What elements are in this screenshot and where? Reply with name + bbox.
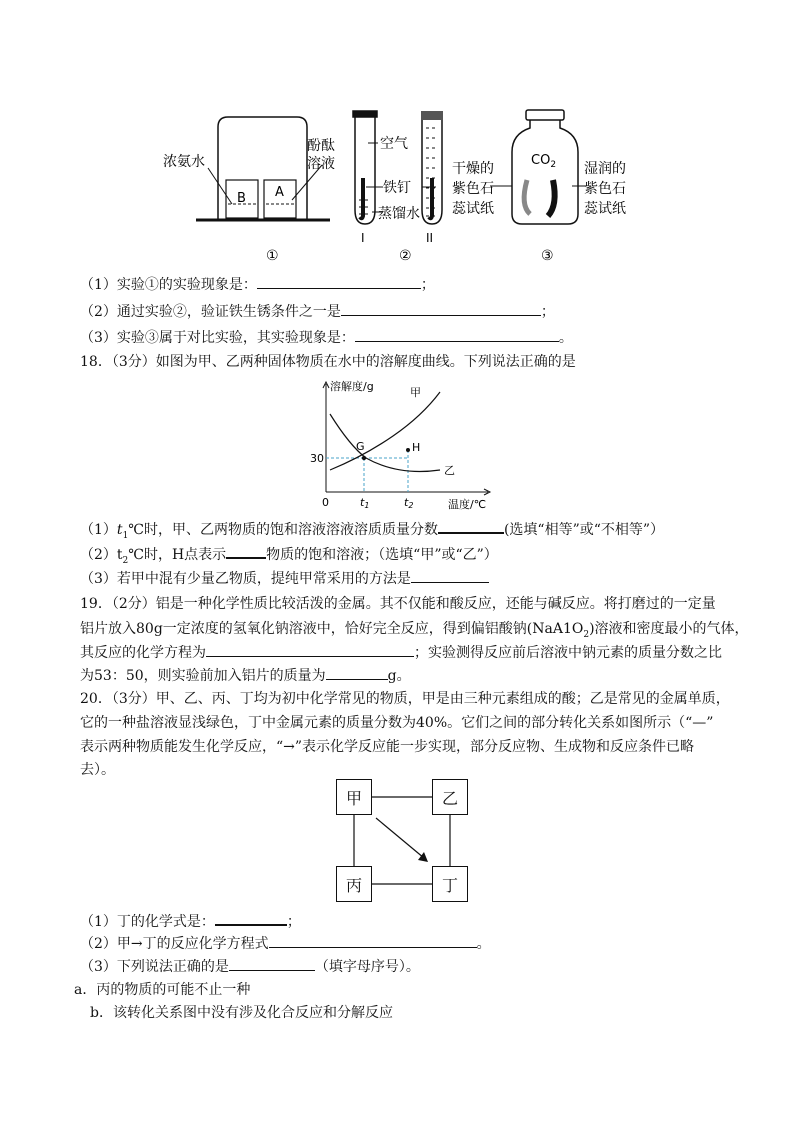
q20-line-4: 去）。 [80,762,115,778]
series-label-jia: 甲 [410,386,421,399]
label-tube-1: I [361,231,365,245]
q19-line-4 [80,665,411,686]
q18-line-3 [80,568,489,589]
point-h [406,448,410,452]
q18-text-1: ℃时，甲、乙两物质的饱和溶液溶液溶质质量分数 [128,522,438,538]
q18-text-3: （3）若甲中混有少量乙物质，提纯甲常采用的方法是 [80,571,411,587]
answer-blank[interactable] [215,910,287,926]
label-wet-paper-2: 紫色石 [584,181,626,197]
label-phenolphthalein-2: 溶液 [307,156,335,172]
origin-label: 0 [322,496,329,509]
label-wet-paper-3: 蕊试纸 [584,201,626,217]
label-phenolphthalein-1: 酚酞 [307,138,335,154]
q18-line-1 [80,518,664,546]
q17-line-3 [80,327,573,348]
q17-text-2: （2）通过实验②，验证铁生锈条件之一是 [80,304,341,320]
answer-blank[interactable] [229,956,315,971]
x-tick-t2: t2 [404,496,414,510]
q18-t-sub: 1 [122,530,129,541]
answer-blank[interactable] [257,274,421,289]
q20-line-3: 表示两种物质能发生化学反应，“→”表示化学反应能一步实现，部分反应物、生成物和反应条件已略 [80,739,695,755]
box-yi: 乙 [432,779,468,815]
q20-sub-2-end: 。 [476,936,491,952]
box-jia: 甲 [336,779,372,815]
point-label-g: G [356,440,365,453]
answer-blank[interactable] [326,665,388,680]
q20-sub-3-end: （填字母序号）。 [314,959,420,975]
x-axis-label: 温度/℃ [448,498,487,511]
experiment-figure [0,0,800,265]
q20-line-2: 它的一种盐溶液显浅绿色，丁中金属元素的质量分数为40%。它们之间的部分转化关系如图所示（“—” [80,715,714,731]
answer-blank[interactable] [226,543,266,559]
q19-text-4-end: g。 [387,668,411,684]
q18-text-2: ℃时，H点表示 [128,547,227,563]
label-tube-2: II [426,231,434,245]
q19-text-3: 其反应的化学方程为 [80,645,206,661]
label-beaker-b: B [237,191,246,206]
answer-blank[interactable] [438,518,504,534]
answer-blank[interactable] [341,301,541,316]
chart-axes [323,382,490,495]
q20-sub-1-text: （1）丁的化学式是： [80,914,215,930]
q18-t: t [116,522,123,538]
answer-blank[interactable] [411,568,489,583]
label-beaker-a: A [275,185,284,200]
q18-stem: 18．（3分）如图为甲、乙两种固体物质在水中的溶解度曲线。下列说法正确的是 [80,354,576,370]
label-distilled-water: 蒸馏水 [378,206,420,222]
answer-blank[interactable] [269,933,477,948]
label-dry-paper-2: 紫色石 [452,181,494,197]
label-dry-paper-1: 干燥的 [452,161,494,177]
q19-line-1: 19．（2分）铝是一种化学性质比较活泼的金属。其不仅能和酸反应，还能与碱反应。将打磨过的一定量 [80,596,716,612]
y-axis-label: 溶解度/g [330,380,374,393]
q17-punct-2: ； [540,304,555,320]
solubility-chart [298,378,498,518]
label-air: 空气 [380,136,408,152]
label-ammonia: 浓氨水 [163,154,205,170]
q19-text-2-end: )溶液和密度最小的气体， [589,621,749,637]
q20-option-b: b．该转化关系图中没有涉及化合反应和分解反应 [90,1005,393,1021]
q17-text-1: （1）实验①的实验现象是： [80,277,257,293]
q19-text-4: 为53：50，则实验前加入铝片的质量为 [80,668,326,684]
label-co2: $CO_2$ [531,153,557,170]
q20-sub-2-text: （2）甲→丁的反应化学方程式 [80,936,269,952]
caption-2: ② [399,248,412,264]
q18-hint-1: (选填“相等”或“不相等”） [503,522,665,538]
q18-t2-sub: 2 [122,555,129,566]
point-g [362,456,366,460]
q19-text-2: 铝片放入80g一定浓度的氢氧化钠溶液中，恰好完全反应，得到偏铝酸钠(NaA1O [80,621,584,637]
q17-text-3: （3）实验③属于对比实验，其实验现象是： [80,330,355,346]
q20-sub-2 [80,933,491,954]
q17-punct-3: 。 [558,330,573,346]
label-iron-nail: 铁钉 [383,180,411,196]
q19-sub: 2 [583,629,590,640]
q19-line-3 [80,642,722,663]
q20-sub-1-end: ； [286,914,301,930]
q20-line-1: 20．（3分）甲、乙、丙、丁均为初中化学常见的物质，甲是由三种元素组成的酸；乙是常见的金属单质， [80,691,730,707]
q19-text-3-end: ；实验测得反应前后溶液中钠元素的质量分数之比 [414,645,722,661]
q17-punct-1: ； [420,277,435,293]
box-ding: 丁 [432,866,468,902]
series-label-yi: 乙 [444,464,455,477]
q18-num-2: （2）t [80,547,123,563]
q18-line-2 [80,543,498,571]
q20-option-a: a．丙的物质的可能不止一种 [74,982,251,998]
point-label-h: H [412,441,421,454]
q19-line-2 [80,619,749,645]
label-dry-paper-3: 蕊试纸 [452,201,494,217]
q18-num-1: （1） [80,522,117,538]
caption-1: ① [266,248,279,264]
answer-blank[interactable] [206,642,414,657]
q17-line-2 [80,301,555,322]
q20-sub-1 [80,910,301,932]
label-wet-paper-1: 湿润的 [584,161,626,177]
q18-hint-2: 物质的饱和溶液；（选填“甲”或“乙”） [266,547,498,563]
caption-3: ③ [541,248,554,264]
answer-blank[interactable] [355,327,559,342]
box-bing: 丙 [336,866,372,902]
x-tick-t1: t1 [360,496,370,510]
q20-sub-3-text: （3）下列说法正确的是 [80,959,229,975]
q17-line-1 [80,274,435,295]
y-tick-30: 30 [310,452,324,465]
q20-sub-3 [80,956,420,977]
